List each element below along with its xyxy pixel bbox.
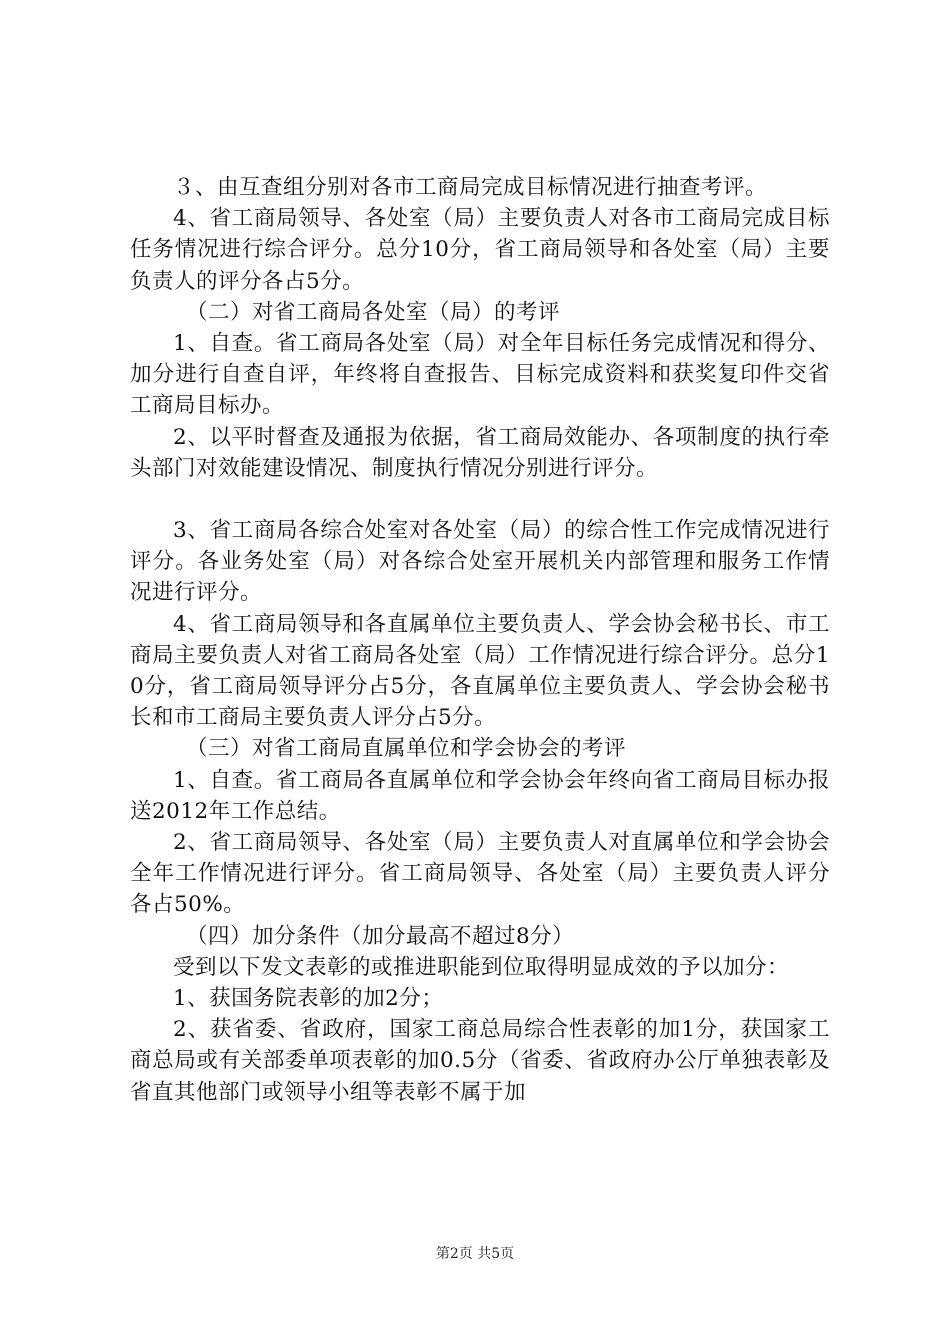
paragraph-bonus-state-council: 1、获国务院表彰的加2分；	[173, 986, 444, 1012]
paragraph-dept-supervision: 2、以平时督查及通报为依据，省工商局效能办、各项制度的执行牵头部门对效能建设情况、制度执行情况分别进行评分。	[130, 424, 830, 481]
paragraph-bonus-intro: 受到以下发文表彰的或推进职能到位取得明显成效的予以加分：	[173, 954, 790, 980]
paragraph-units-self-check: 1、自查。省工商局各直属单位和学会协会年终向省工商局目标办报送2012年工作总结。	[130, 767, 830, 824]
paragraph-city-scoring: 4、省工商局领导、各处室（局）主要负责人对各市工商局完成目标任务情况进行综合评分。总分10分，省工商局领导和各处室（局）主要负责人的评分各占5分。	[130, 206, 830, 294]
section-heading-bonus: （四）加分条件（加分最高不超过8分）	[186, 923, 575, 949]
paragraph-spot-check: ３、由互查组分别对各市工商局完成目标情况进行抽查考评。	[173, 175, 768, 200]
section-heading-affiliated-units: （三）对省工商局直属单位和学会协会的考评	[186, 736, 627, 762]
document-body	[130, 172, 830, 1108]
paragraph-dept-overall-scoring: 4、省工商局领导和各直属单位主要负责人、学会协会秘书长、市工商局主要负责人对省工商局各处室（局）工作情况进行综合评分。总分10分，省工商局领导评分占5分，各直属单位主要负责人、学会协会秘书长和市工商局主要负责人评分占5分。	[130, 611, 830, 731]
paragraph-dept-self-check: 1、自查。省工商局各处室（局）对全年目标任务完成情况和得分、加分进行自查自评，年终将自查报告、目标完成资料和获奖复印件交省工商局目标办。	[130, 331, 830, 419]
paragraph-units-scoring: 2、省工商局领导、各处室（局）主要负责人对直属单位和学会协会全年工作情况进行评分。省工商局领导、各处室（局）主要负责人评分各占50%。	[130, 830, 830, 918]
page-footer: 第2页 共5页	[435, 1246, 515, 1262]
paragraph-bonus-provincial: 2、获省委、省政府，国家工商总局综合性表彰的加1分，获国家工商总局或有关部委单项表彰的加0.5分（省委、省政府办公厅单独表彰及省直其他部门或领导小组等表彰不属于加	[130, 1017, 830, 1105]
section-heading-departments: （二）对省工商局各处室（局）的考评	[186, 299, 561, 325]
paragraph-dept-comprehensive: 3、省工商局各综合处室对各处室（局）的综合性工作完成情况进行评分。各业务处室（局）对各综合处室开展机关内部管理和服务工作情况进行评分。	[130, 518, 830, 606]
